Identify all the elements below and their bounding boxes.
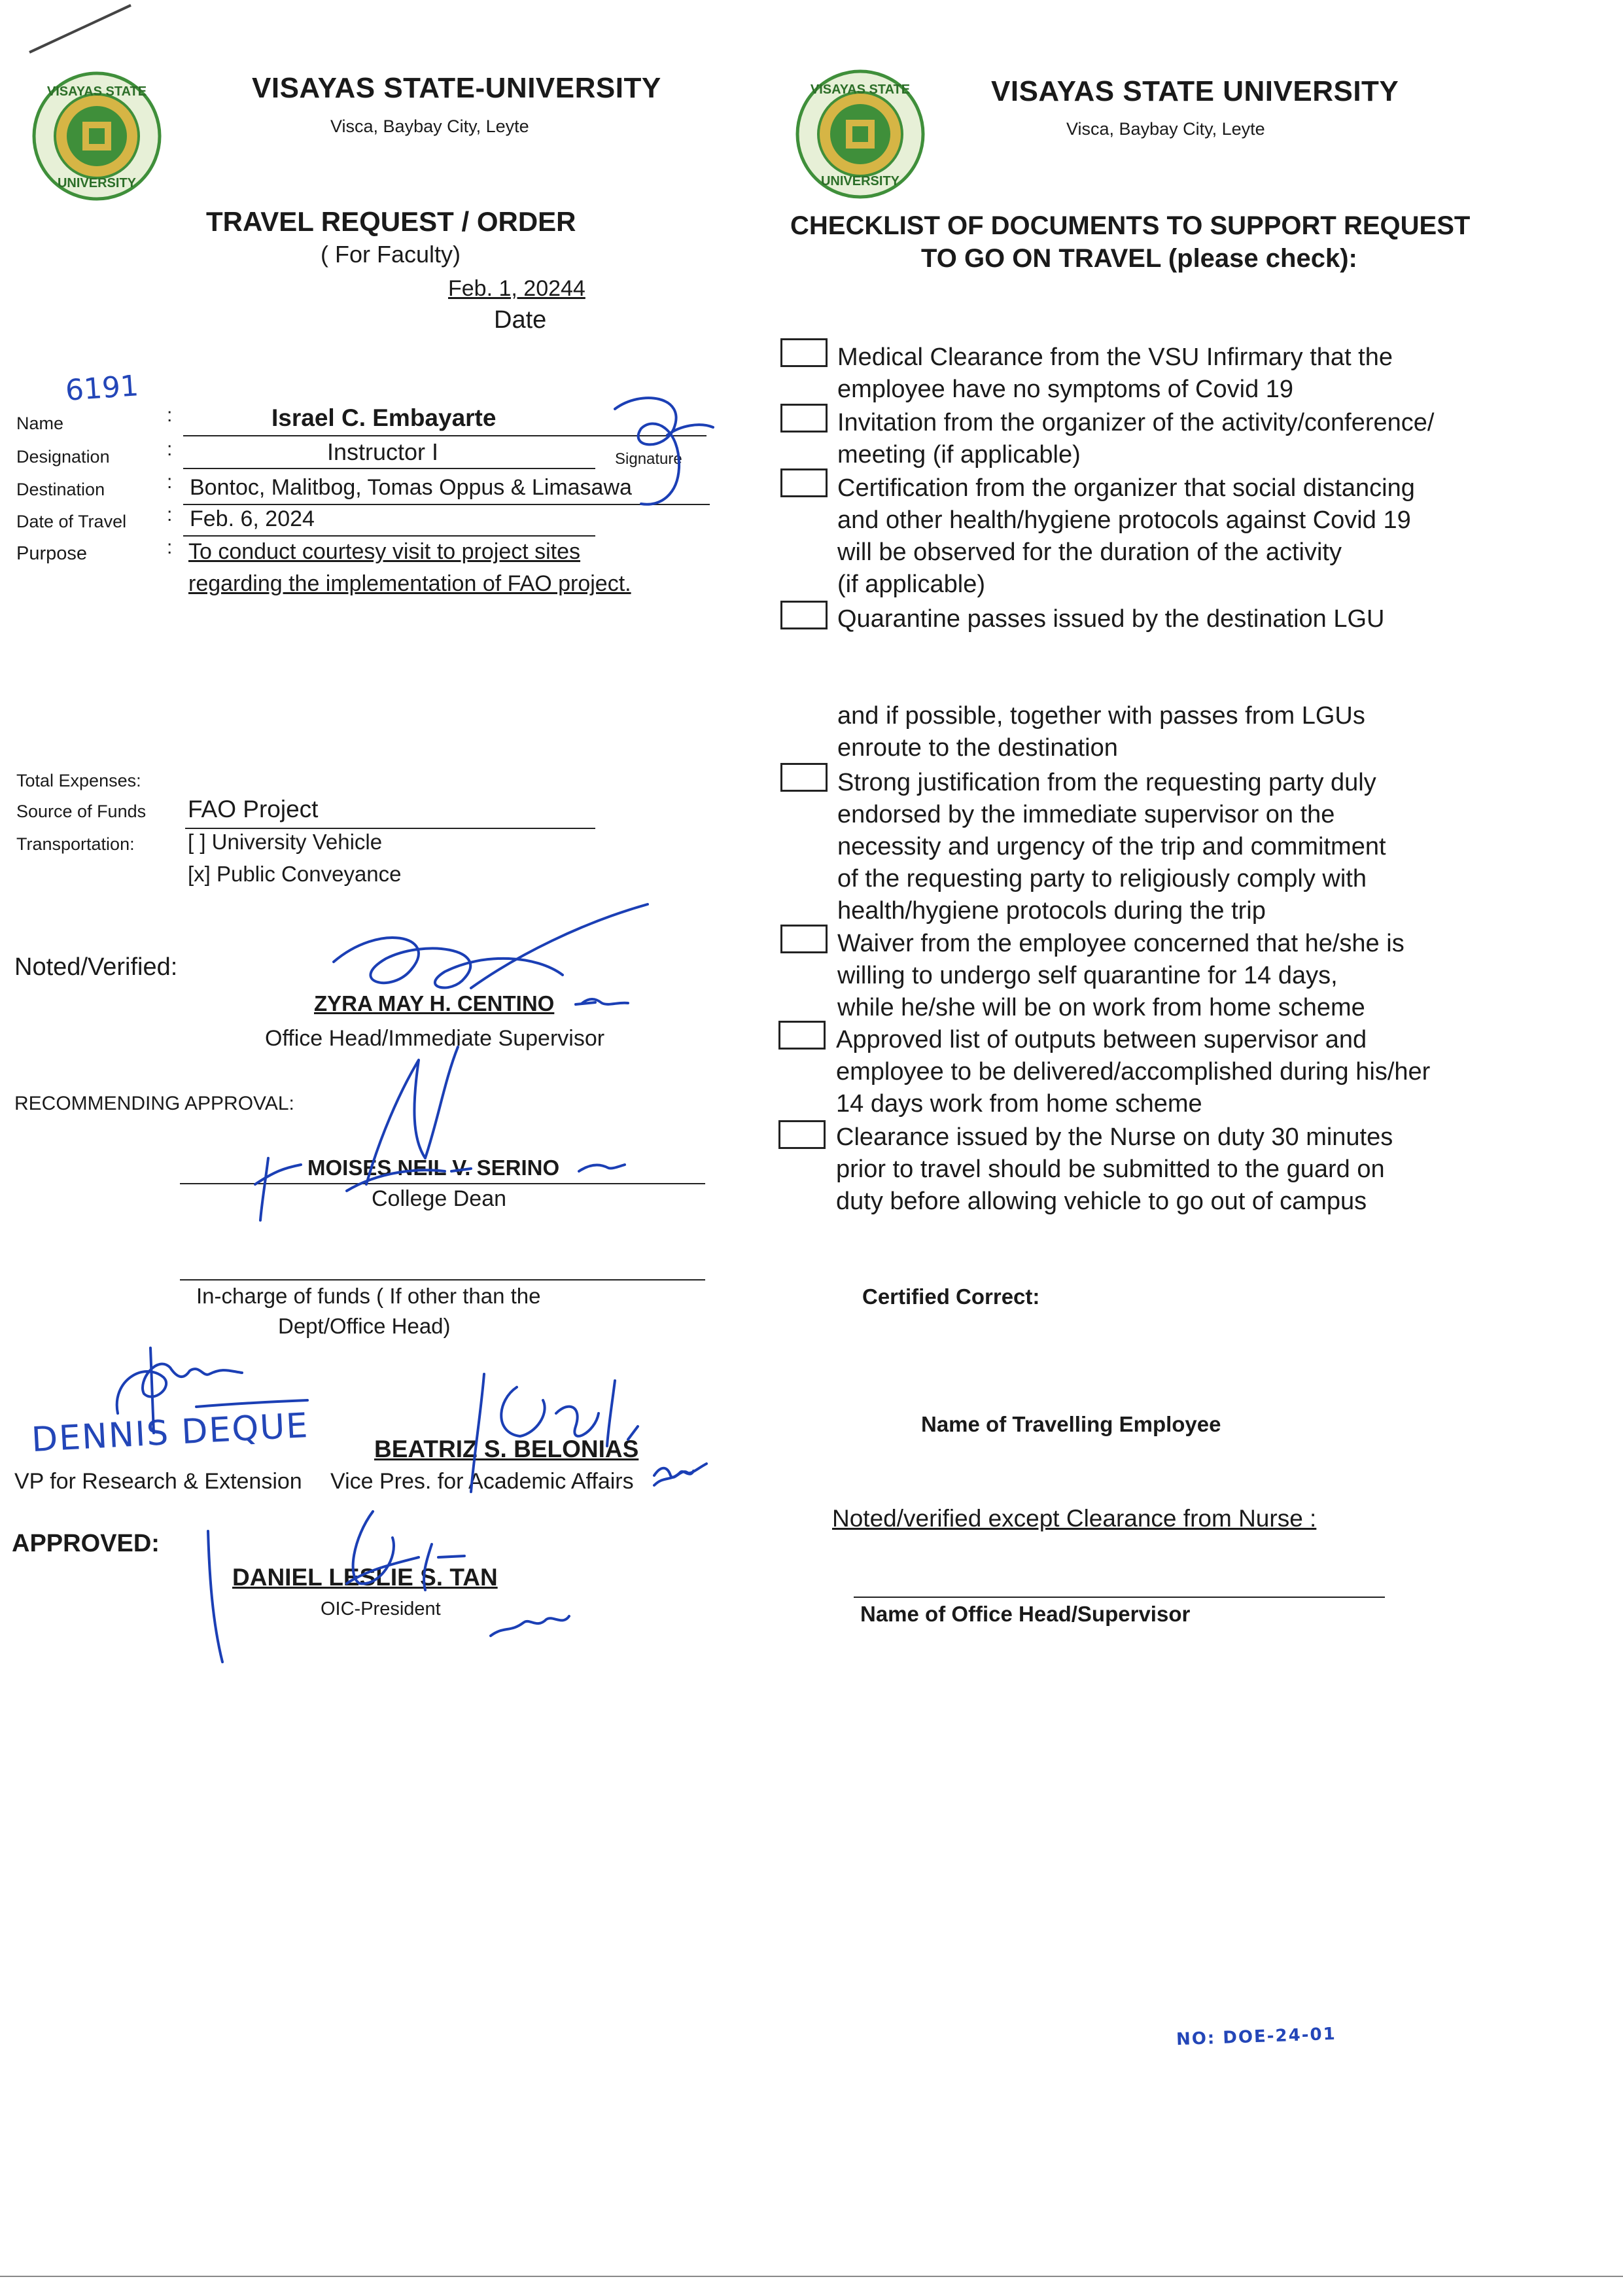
university-address: Visca, Baybay City, Leyte (330, 116, 529, 136)
dean-initial (576, 1155, 628, 1181)
president-signature (196, 1505, 576, 1669)
svg-text:VISAYAS STATE: VISAYAS STATE (46, 84, 147, 99)
source-of-funds-label: Source of Funds (16, 802, 147, 821)
svg-text:VISAYAS STATE: VISAYAS STATE (810, 82, 911, 97)
university-address-right: Visca, Baybay City, Leyte (1066, 119, 1265, 139)
destination-label: Destination (16, 480, 105, 499)
checkbox-strong-justification[interactable] (780, 763, 828, 792)
employee-signature (602, 389, 733, 520)
incharge-underline (180, 1279, 705, 1280)
checklist-title-line-1: CHECKLIST OF DOCUMENTS TO SUPPORT REQUEST (790, 211, 1471, 240)
university-name: VISAYAS STATE-UNIVERSITY (252, 72, 661, 104)
dean-title: College Dean (372, 1186, 507, 1211)
employee-name: Israel C. Embayarte (271, 404, 497, 431)
checkbox-quarantine-passes[interactable] (780, 601, 828, 629)
checkbox-certification[interactable] (780, 468, 828, 497)
checkbox-medical-clearance[interactable] (780, 338, 828, 367)
request-date: Feb. 1, 20244 (448, 276, 585, 301)
name-label: Name (16, 414, 64, 433)
transportation-label: Transportation: (16, 834, 135, 854)
travelling-employee-label: Name of Travelling Employee (921, 1412, 1221, 1436)
president-title: OIC-President (321, 1598, 441, 1619)
office-head-label: Name of Office Head/Supervisor (860, 1602, 1191, 1626)
checklist-item-quarantine-passes: Quarantine passes issued by the destination LGU (837, 605, 1385, 633)
recommending-approval-label: RECOMMENDING APPROVAL: (14, 1093, 294, 1114)
page-bottom-edge (0, 2276, 1623, 2277)
signature-label: Signature (615, 450, 682, 468)
university-seal-logo (31, 71, 162, 202)
dean-name: MOISES NEIL V. SERINO (307, 1156, 560, 1180)
destination-value: Bontoc, Malitbog, Tomas Oppus & Limasawa (190, 475, 632, 500)
approved-label: APPROVED: (12, 1530, 160, 1557)
supervisor-initial (579, 990, 631, 1016)
total-expenses-label: Total Expenses: (16, 771, 141, 790)
date-of-travel-label: Date of Travel (16, 512, 127, 531)
supervisor-name: ZYRA MAY H. CENTINO (314, 991, 555, 1016)
svg-text:UNIVERSITY: UNIVERSITY (820, 174, 900, 188)
checklist-item-lgu-passes: and if possible, together with passes from LGUs enroute to the destination (837, 702, 1365, 762)
university-name-right: VISAYAS STATE UNIVERSITY (991, 75, 1399, 107)
date-label: Date (494, 306, 547, 334)
incharge-line-1: In-charge of funds ( If other than the (196, 1284, 541, 1308)
checklist-title-line-2: TO GO ON TRAVEL (please check): (921, 244, 1357, 273)
designation-label: Designation (16, 447, 110, 467)
certified-correct-label: Certified Correct: (862, 1284, 1040, 1309)
designation-underline (183, 468, 595, 469)
noted-verified-label: Noted/Verified: (14, 953, 178, 981)
transport-university-vehicle: [ ] University Vehicle (188, 830, 383, 854)
purpose-label: Purpose (16, 543, 88, 564)
source-of-funds-underline (185, 828, 595, 829)
form-title: TRAVEL REQUEST / ORDER (206, 206, 576, 237)
source-of-funds-value: FAO Project (188, 796, 319, 822)
checklist-item-medical-clearance: Medical Clearance from the VSU Infirmary that the employee have no symptoms of Covid 19 (837, 344, 1393, 403)
university-seal-logo-right (795, 69, 926, 200)
checkbox-approved-outputs[interactable] (778, 1021, 826, 1050)
vp-research-handwritten-name: DENNIS DEQUE (30, 1405, 310, 1460)
incharge-line-2: Dept/Office Head) (278, 1314, 451, 1338)
supervisor-title: Office Head/Immediate Supervisor (265, 1026, 605, 1051)
checkbox-invitation[interactable] (780, 404, 828, 433)
checkbox-nurse-clearance[interactable] (778, 1120, 826, 1149)
office-head-underline (854, 1597, 1385, 1598)
date-of-travel-underline (183, 535, 595, 537)
checklist-item-waiver: Waiver from the employee concerned that he/she is willing to undergo self quarantine for 14 days, while he/she will be on work from home scheme (837, 930, 1405, 1021)
checklist-item-strong-justification: Strong justification from the requesting party duly endorsed by the immediate supervisor on the necessity and urgency of the trip and commitment of the requesting party to religiously comply with health/hygiene protocols during the trip (837, 769, 1386, 925)
colon: : (167, 404, 173, 426)
colon: : (167, 537, 173, 558)
date-of-travel-value: Feb. 6, 2024 (190, 506, 315, 531)
designation-value: Instructor I (327, 438, 439, 465)
colon: : (167, 438, 173, 460)
handwritten-control-number: 6191 (64, 369, 140, 408)
noted-except-nurse-label: Noted/verified except Clearance from Nurse : (832, 1505, 1317, 1532)
purpose-line-2: regarding the implementation of FAO project. (188, 571, 631, 596)
scan-edge-mark (26, 0, 137, 59)
president-name: DANIEL LESLIE S. TAN (232, 1564, 498, 1591)
checkbox-waiver[interactable] (780, 925, 828, 953)
vp-academic-title: Vice Pres. for Academic Affairs (330, 1469, 634, 1494)
colon: : (167, 504, 173, 525)
purpose-line-1: To conduct courtesy visit to project sites (188, 539, 581, 564)
transport-public-conveyance: [x] Public Conveyance (188, 862, 402, 886)
checklist-item-invitation: Invitation from the organizer of the activity/conference/ meeting (if applicable) (837, 409, 1435, 468)
checklist-item-approved-outputs: Approved list of outputs between supervisor and employee to be delivered/accomplished during his/her 14 days work from home scheme (836, 1026, 1431, 1118)
document-number-stamp: NO: DOE-24-01 (1176, 2024, 1337, 2050)
vp-academic-name: BEATRIZ S. BELONIAS (374, 1436, 639, 1462)
vp-research-signature (92, 1341, 314, 1439)
vp-academic-initial (651, 1456, 710, 1485)
vp-research-title: VP for Research & Extension (14, 1469, 302, 1494)
svg-text:UNIVERSITY: UNIVERSITY (57, 176, 137, 190)
form-subtitle: ( For Faculty) (321, 241, 461, 268)
checklist-item-certification: Certification from the organizer that social distancing and other health/hygiene protocols against Covid 19 will be observed for the duration of the activity (if applicable) (837, 474, 1415, 598)
checklist-item-nurse-clearance: Clearance issued by the Nurse on duty 30 minutes prior to travel should be submitted to the guard on duty before allowing vehicle to go out of campus (836, 1123, 1393, 1215)
dean-signature (249, 1040, 523, 1230)
colon: : (167, 471, 173, 493)
